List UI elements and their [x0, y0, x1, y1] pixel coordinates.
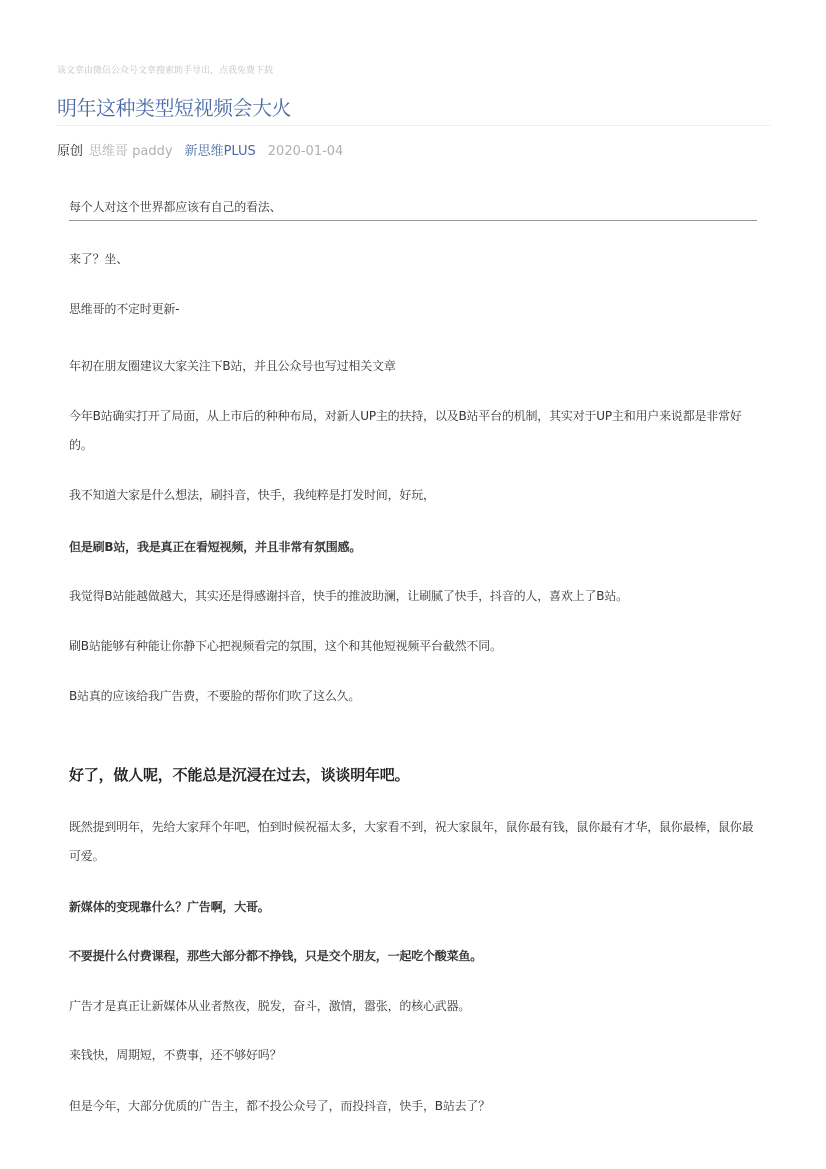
paragraph: 我觉得B站能越做越大，其实还是得感谢抖音，快手的推波助澜，让刷腻了快手，抖音的人，喜欢上了B站。 — [69, 589, 628, 603]
article-title: 明年这种类型短视频会大火 — [57, 96, 291, 120]
title-divider — [57, 125, 770, 126]
article-meta — [57, 140, 343, 159]
export-notice-link[interactable]: 该文章由微信公众号文章搜索助手导出，点我免费下载 — [57, 66, 274, 76]
bold-paragraph: 不要提什么付费课程，那些大部分都不挣钱，只是交个朋友，一起吃个酸菜鱼。 — [69, 949, 483, 963]
paragraph: 年初在朋友圈建议大家关注下B站，并且公众号也写过相关文章 — [69, 359, 396, 373]
paragraph: 来了？坐、 — [69, 252, 129, 266]
paragraph: B站真的应该给我广告费，不要脸的帮你们吹了这么久。 — [69, 689, 361, 703]
quote-line: 每个人对这个世界都应该有自己的看法、 — [69, 200, 282, 214]
paragraph: 刷B站能够有种能让你静下心把视频看完的氛围，这个和其他短视频平台截然不同。 — [69, 639, 502, 653]
original-label: 原创 — [57, 144, 84, 159]
paragraph: 既然提到明年，先给大家拜个年吧，怕到时候祝福太多，大家看不到，祝大家鼠年，鼠你最有钱，鼠你最有才华，鼠你最棒，鼠你最可爱。 — [69, 820, 754, 863]
paragraph: 来钱快，周期短，不费事，还不够好吗？ — [69, 1048, 282, 1062]
paragraph: 广告才是真正让新媒体从业者熬夜，脱发，奋斗，激情，嚣张，的核心武器。 — [69, 999, 471, 1013]
bold-paragraph: 但是刷B站，我是真正在看短视频，并且非常有氛围感。 — [69, 540, 362, 554]
account-link[interactable]: 新思维PLUS — [184, 144, 256, 159]
paragraph: 但是今年，大部分优质的广告主，都不投公众号了，而投抖音，快手，B站去了？ — [69, 1099, 491, 1113]
paragraph: 我不知道大家是什么想法，刷抖音，快手，我纯粹是打发时间，好玩， — [69, 488, 435, 502]
bold-paragraph: 新媒体的变现靠什么？广告啊，大哥。 — [69, 900, 270, 914]
author-name: 思维哥 paddy — [89, 144, 173, 159]
quote-divider — [69, 220, 757, 221]
section-heading: 好了，做人呢，不能总是沉浸在过去，谈谈明年吧。 — [69, 766, 410, 784]
paragraph: 今年B站确实打开了局面，从上市后的种种布局，对新人UP主的扶持，以及B站平台的机制，其实对于UP主和用户来说都是非常好的。 — [69, 409, 742, 452]
publish-date: 2020-01-04 — [267, 144, 344, 159]
paragraph: 思维哥的不定时更新- — [69, 302, 180, 316]
